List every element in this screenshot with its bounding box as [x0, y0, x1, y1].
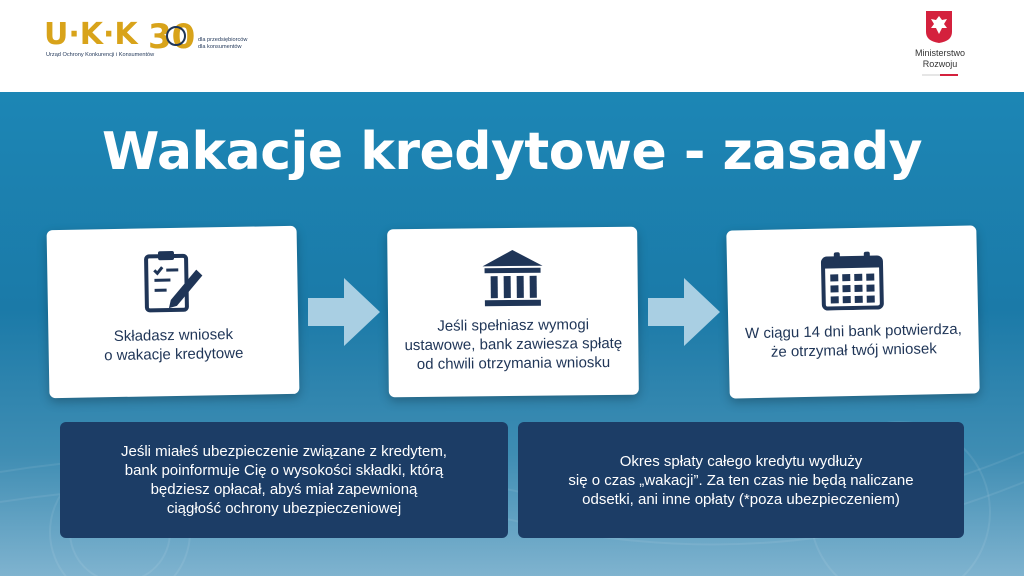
ministry-logo[interactable]: [900, 8, 980, 88]
step-2-line1: Jeśli spełniasz wymogi: [437, 316, 590, 335]
step-3-text: [736, 320, 971, 363]
ministry-line2: Rozwoju: [922, 59, 958, 69]
ministry-line1: Ministerstwo: [914, 48, 965, 58]
uokik-anniversary: 30: [148, 17, 196, 57]
uokik-logo[interactable]: [44, 14, 284, 64]
uokik-tagline-1: dla przedsiębiorców: [198, 37, 248, 43]
main-panel: [0, 92, 1024, 576]
uokik-subtitle: Urząd Ochrony Konkurencji i Konsumentów: [46, 52, 155, 58]
info-box-insurance: [60, 422, 508, 538]
step-2-text: [396, 315, 631, 374]
step-1-line2: o wakacje kredytowe: [103, 344, 244, 365]
info-1-line4: ciągłość ochrony ubezpieczeniowej: [166, 500, 402, 517]
info-1-line1: Jeśli miałeś ubezpieczenie związane z kredytem,: [121, 443, 447, 460]
flag-stripe: [922, 74, 958, 76]
page-title: Wakacje kredytowe - zasady: [101, 122, 923, 182]
calendar-icon: [820, 249, 885, 310]
step-card-suspension: [387, 227, 639, 398]
info-1-line3: będziesz opłacał, abyś miał zapewnioną: [150, 481, 418, 498]
uokik-logo-graphic: [44, 14, 284, 64]
step-card-application: [47, 226, 300, 398]
ministry-name: [900, 48, 980, 70]
step-2-line2: ustawowe, bank zawiesza spłatę: [404, 334, 623, 355]
info-1-line2: bank poinformuje Cię o wysokości składki, którą: [124, 462, 444, 479]
info-2-line2: się o czas „wakacji”. Za ten czas nie będą naliczane: [568, 471, 914, 489]
header: [0, 0, 1024, 92]
uokik-brand-text: U·K·K: [44, 17, 138, 52]
bank-icon: [480, 248, 545, 309]
info-box-repayment: [518, 422, 964, 538]
info-2-line3: odsetki, ani inne opłaty (*poza ubezpieczeniem): [582, 490, 900, 508]
step-3-line2: że otrzymał twój wniosek: [770, 340, 937, 361]
step-2-line3: od chwili otrzymania wniosku: [416, 353, 611, 374]
polish-eagle-icon: [925, 10, 953, 44]
clipboard-pen-icon: [140, 247, 205, 316]
arrow-right-icon: [304, 272, 384, 352]
uokik-tagline-2: dla konsumentów: [198, 44, 242, 50]
step-3-line1: W ciągu 14 dni bank potwierdza,: [744, 320, 962, 343]
arrow-right-icon: [644, 272, 724, 352]
step-1-text: [56, 324, 291, 366]
step-1-line1: Składasz wniosek: [113, 325, 234, 346]
info-2-line1: Okres spłaty całego kredytu wydłuży: [619, 452, 863, 470]
step-card-confirmation: [726, 225, 979, 398]
